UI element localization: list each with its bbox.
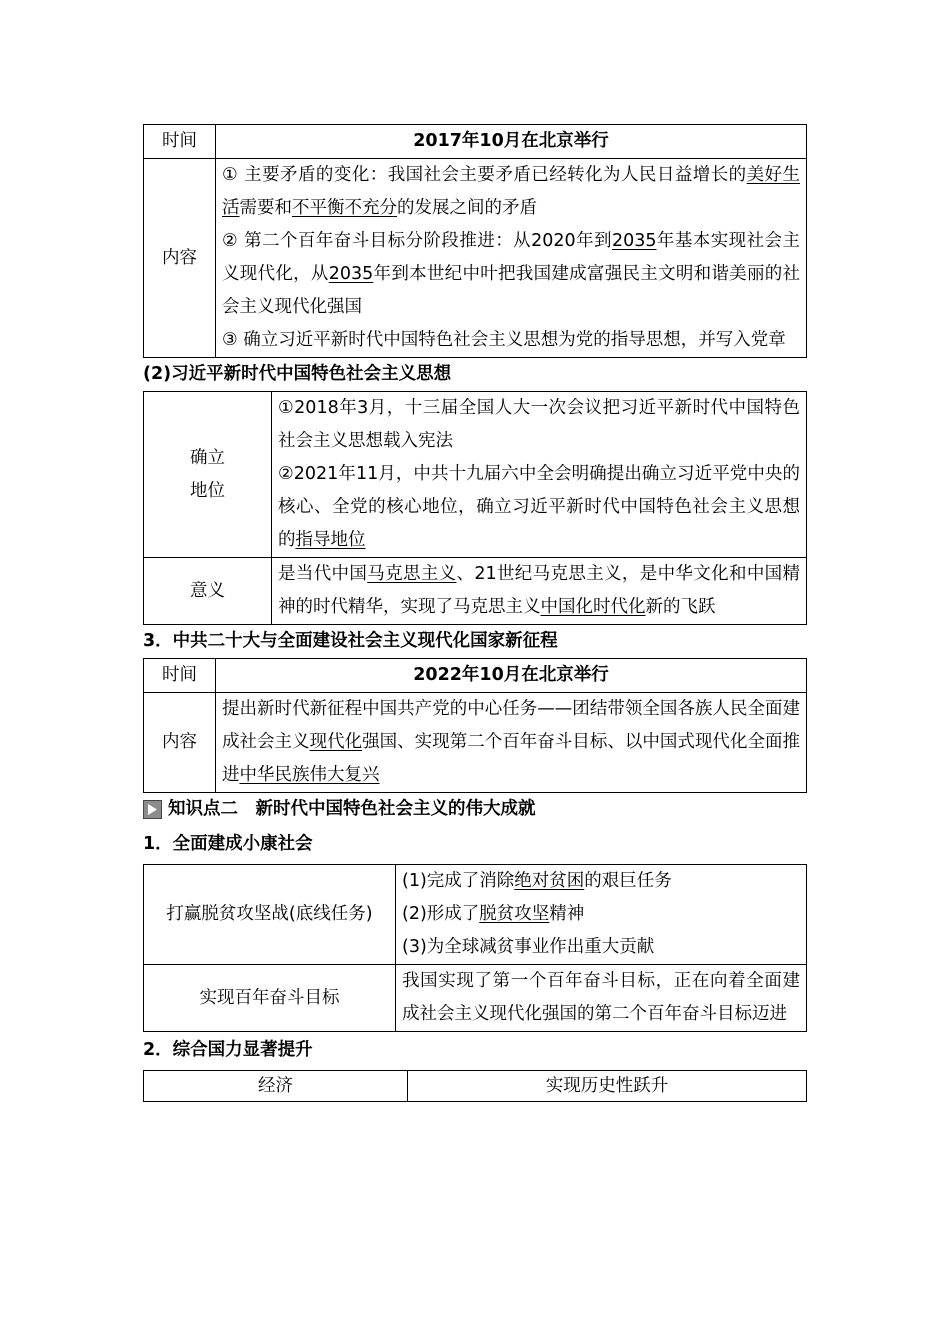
content-item-2: ② 第二个百年奋斗目标分阶段推进：从2020年到2035年基本实现社会主义现代化，从2035年到本世纪中叶把我国建成富强民主文明和谐美丽的社会主义现代化强国 [222,231,801,317]
poverty-label: 打赢脱贫攻坚战(底线任务) [144,865,396,965]
time-value: 2017年10月在北京举行 [216,125,807,159]
content-item-3: ③ 确立习近平新时代中国特色社会主义思想为党的指导思想，并写入党章 [222,330,786,350]
economy-label: 经济 [144,1071,408,1102]
content-cell [216,159,807,358]
goal-content: 我国实现了第一个百年奋斗目标，正在向着全面建成社会主义现代化强国的第二个百年奋斗目标迈进 [396,965,807,1032]
goal-label: 实现百年奋斗目标 [144,965,396,1032]
play-triangle-icon [143,800,162,819]
knowledge-point-title: 知识点二 新时代中国特色社会主义的伟大成就 [168,799,536,819]
section-heading-xiaokang: 1．全面建成小康社会 [143,834,313,854]
time-label: 时间 [144,125,216,159]
table-row [144,965,807,1032]
time-value: 2022年10月在北京举行 [216,659,807,693]
time-label: 时间 [144,659,216,693]
economy-value: 实现历史性跃升 [408,1071,807,1102]
establish-item-1: ①2018年3月，十三届全国人大一次会议把习近平新时代中国特色社会主义思想载入宪法 [278,398,800,451]
document-page [143,124,807,1102]
significance-label: 意义 [144,558,272,625]
power-table [143,1070,807,1102]
establish-label: 确立 地位 [144,392,272,558]
table-row [144,659,807,693]
poverty-item-2: (2)形成了脱贫攻坚精神 [402,904,585,924]
thought-table [143,391,807,625]
establish-content [272,392,807,558]
content-label: 内容 [144,159,216,358]
table-row [144,392,807,558]
table-row [144,159,807,358]
poverty-item-1: (1)完成了消除绝对贫困的艰巨任务 [402,871,672,891]
table-row [144,1071,807,1102]
table-row [144,125,807,159]
establish-item-2: ②2021年11月，中共十九届六中全会明确提出确立习近平党中央的核心、全党的核心地位，确立习近平新时代中国特色社会主义思想的指导地位 [278,464,800,550]
section-heading-thought: (2)习近平新时代中国特色社会主义思想 [143,364,452,384]
congress20-table [143,658,807,793]
table-row [144,558,807,625]
content-item-1: ① 主要矛盾的变化：我国社会主要矛盾已经转化为人民日益增长的美好生活需要和不平衡不充分的发展之间的矛盾 [222,165,800,218]
poverty-content [396,865,807,965]
table-row [144,865,807,965]
knowledge-point-heading [143,793,807,826]
content-cell: 提出新时代新征程中国共产党的中心任务——团结带领全国各族人民全面建成社会主义现代化强国、实现第二个百年奋斗目标、以中国式现代化全面推进中华民族伟大复兴 [216,693,807,793]
congress19-table [143,124,807,358]
section-heading-power: 2．综合国力显著提升 [143,1040,313,1060]
section-heading-3: 3．中共二十大与全面建设社会主义现代化国家新征程 [143,631,558,651]
poverty-item-3: (3)为全球减贫事业作出重大贡献 [402,937,655,957]
table-row [144,693,807,793]
significance-content: 是当代中国马克思主义、21世纪马克思主义，是中华文化和中国精神的时代精华，实现了马克思主义中国化时代化新的飞跃 [272,558,807,625]
content-label: 内容 [144,693,216,793]
xiaokang-table [143,864,807,1032]
